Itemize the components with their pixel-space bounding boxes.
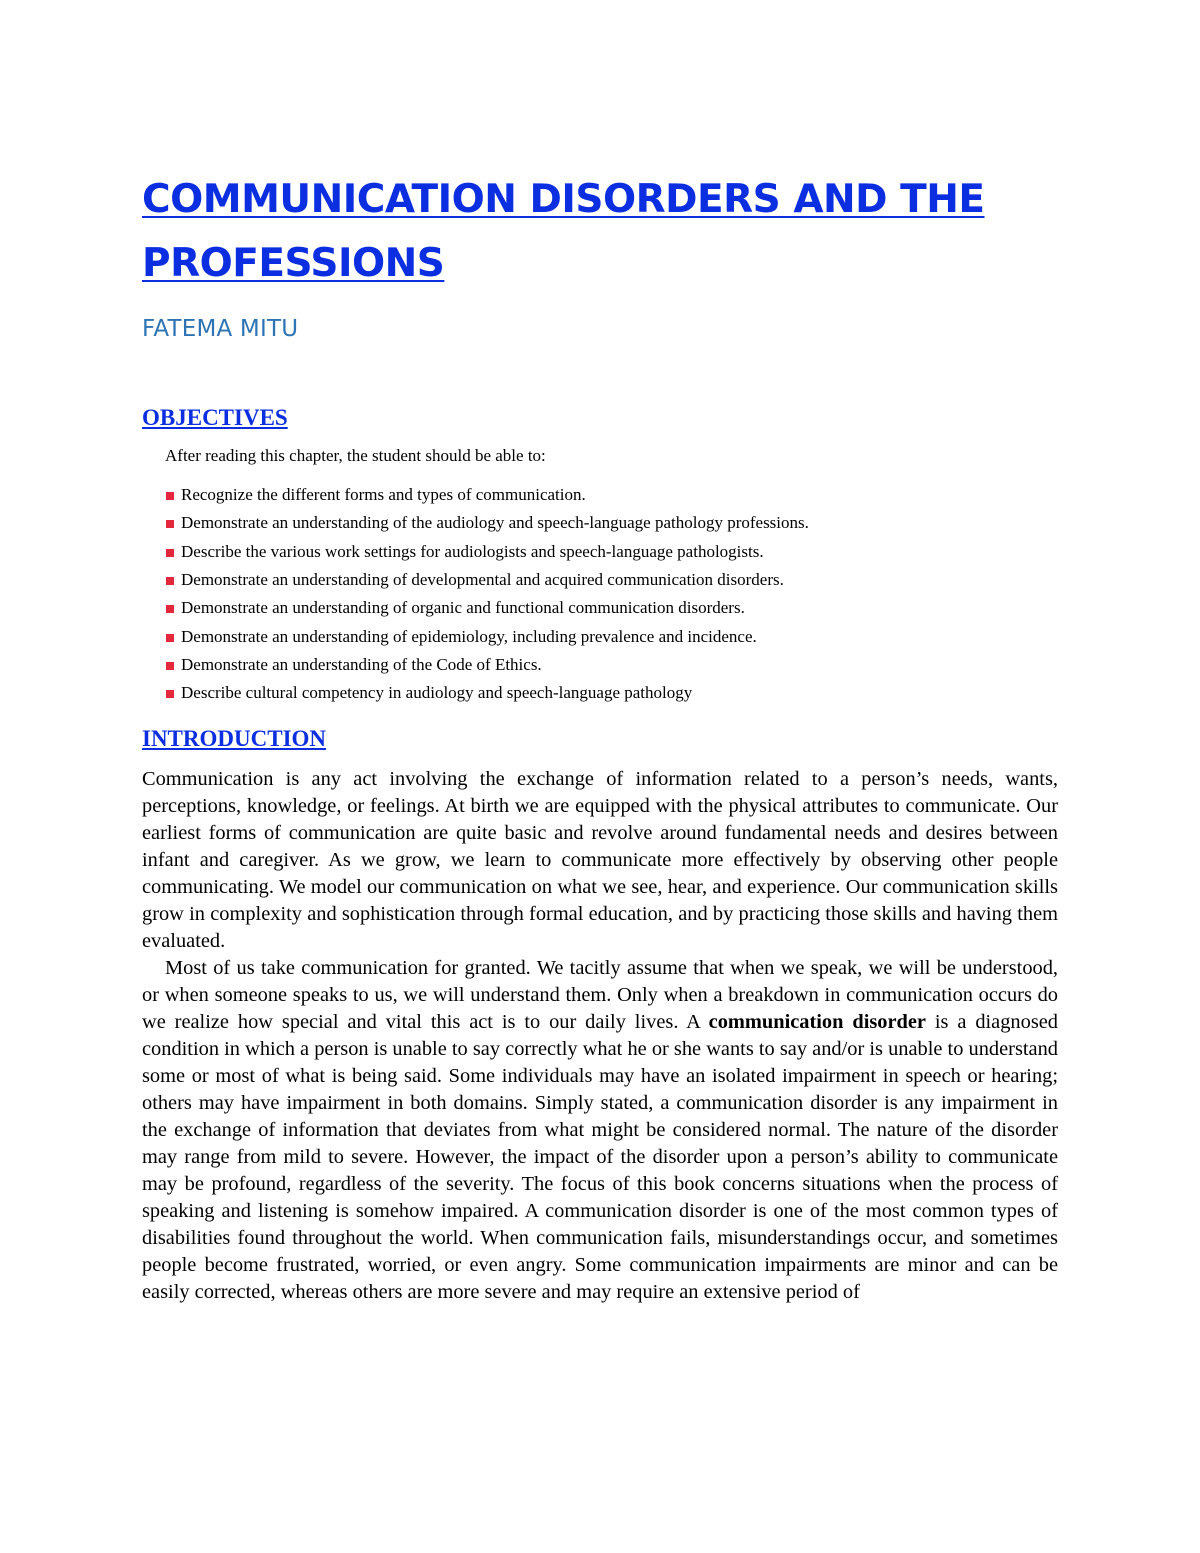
intro-paragraph-1: Communication is any act involving the exchange of information related to a person’s needs, wants, perceptions, knowledge, or feelings. At birth we are equipped with the physical attributes to communicate. Our earliest forms of communication are quite basic and revolve around fundamental needs and desires between infant and caregiver. As we grow, we learn to communicate more effectively by observing other people communicating. We model our communication on what we see, hear, and experience. Our communication skills grow in complexity and sophistication through formal education, and by practicing those skills and having them evaluated. [142, 768, 1058, 952]
square-bullet-icon [166, 662, 174, 670]
square-bullet-icon [166, 690, 174, 698]
introduction-heading: INTRODUCTION [142, 726, 327, 751]
objectives-lead: After reading this chapter, the student should be able to: [165, 446, 546, 465]
list-item: Describe cultural competency in audiology and speech-language pathology [166, 679, 809, 707]
objectives-heading: OBJECTIVES [142, 405, 288, 430]
list-item: Demonstrate an understanding of organic and functional communication disorders. [166, 594, 809, 622]
list-item: Describe the various work settings for audiologists and speech-language pathologists. [166, 538, 809, 566]
list-item: Demonstrate an understanding of the Code of Ethics. [166, 651, 809, 679]
list-item: Demonstrate an understanding of the audiology and speech-language pathology professions. [166, 509, 809, 537]
author-name: FATEMA MITU [142, 316, 299, 342]
square-bullet-icon [166, 492, 174, 500]
list-item: Demonstrate an understanding of epidemiology, including prevalence and incidence. [166, 622, 809, 650]
intro-paragraph-2: Most of us take communication for granted. We tacitly assume that when we speak, we will be understood, or when someone speaks to us, we will understand them. Only when a breakdown in communication occurs do we realize how special and vital this act is to our daily lives. A communication disorder is a diagnosed condition in which a person is unable to say correctly what he or she wants to say and/or is unable to understand some or most of what is being said. Some individuals may have an isolated impairment in speech or hearing; others may have impairment in both domains. Simply stated, a communication disorder is any impairment in the exchange of information that deviates from what might be considered normal. The nature of the disorder may range from mild to severe. However, the impact of the disorder upon a person’s ability to communicate may be profound, regardless of the severity. The focus of this book concerns situations when the process of speaking and listening is somehow impaired. A communication disorder is one of the most common types of disabilities found throughout the world. When communication fails, misunderstandings occur, and sometimes people become frustrated, worried, or even angry. Some communication impairments are minor and can be easily corrected, whereas others are more severe and may require an extensive period of [142, 957, 1058, 1303]
list-item: Recognize the different forms and types of communication. [166, 481, 809, 509]
square-bullet-icon [166, 577, 174, 585]
list-item: Demonstrate an understanding of developmental and acquired communication disorders. [166, 566, 809, 594]
document-title: COMMUNICATION DISORDERS AND THE PROFESSIONS [142, 177, 985, 286]
key-term: communication disorder [708, 1011, 926, 1033]
objectives-list [166, 481, 809, 707]
introduction-body [142, 766, 1058, 1306]
square-bullet-icon [166, 605, 174, 613]
square-bullet-icon [166, 520, 174, 528]
square-bullet-icon [166, 549, 174, 557]
square-bullet-icon [166, 634, 174, 642]
